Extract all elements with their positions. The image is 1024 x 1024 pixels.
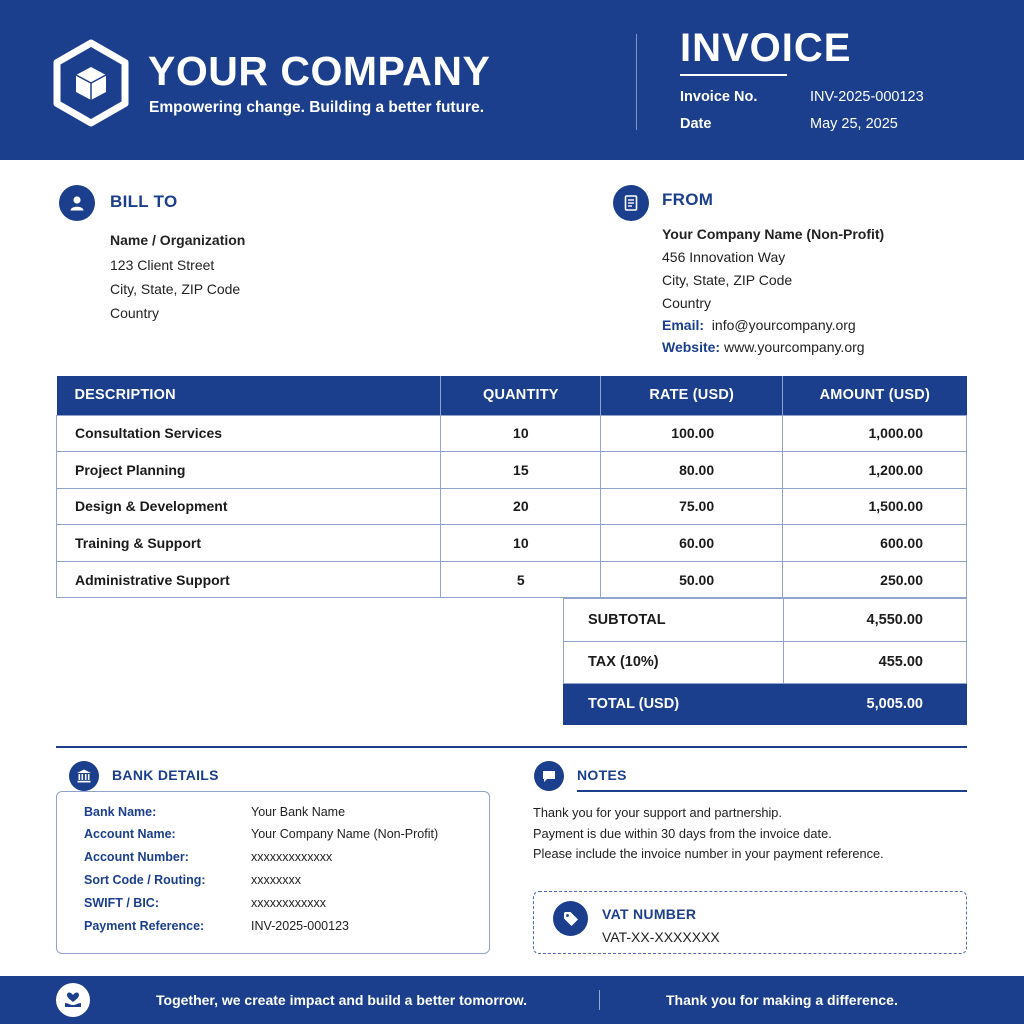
- item-rate: 80.00: [601, 452, 783, 489]
- column-header-amount: AMOUNT (USD): [783, 376, 967, 415]
- note-line: Thank you for your support and partnership.: [533, 805, 782, 820]
- bill-to-title: BILL TO: [110, 192, 178, 211]
- company-tagline: Empowering change. Building a better future.: [149, 99, 484, 116]
- swift-label: SWIFT / BIC:: [84, 896, 159, 910]
- section-divider: [56, 746, 967, 748]
- item-quantity: 15: [441, 452, 601, 489]
- footer-divider: [599, 990, 600, 1010]
- column-header-quantity: QUANTITY: [441, 376, 601, 415]
- account-number-label: Account Number:: [84, 850, 189, 864]
- invoice-date-label: Date: [680, 116, 712, 132]
- notes-underline: [577, 790, 967, 792]
- item-rate: 60.00: [601, 525, 783, 562]
- item-description: Administrative Support: [57, 561, 441, 598]
- chat-bubble-icon: [534, 761, 564, 791]
- swift-value: xxxxxxxxxxxx: [251, 896, 326, 910]
- bill-to-name: Name / Organization: [110, 232, 246, 248]
- subtotal-label: SUBTOTAL: [564, 599, 784, 642]
- from-email-row: [662, 317, 856, 333]
- note-line: Payment is due within 30 days from the invoice date.: [533, 826, 832, 841]
- header-divider: [636, 34, 637, 130]
- bank-name-value: Your Bank Name: [251, 805, 346, 819]
- item-rate: 50.00: [601, 561, 783, 598]
- tax-row: [564, 641, 967, 684]
- heart-hand-icon: [56, 983, 90, 1017]
- footer-left-text: Together, we create impact and build a better tomorrow.: [156, 992, 528, 1008]
- item-rate: 100.00: [601, 415, 783, 452]
- company-name: YOUR COMPANY: [148, 48, 491, 94]
- vat-number-value: VAT-XX-XXXXXXX: [602, 929, 720, 945]
- item-amount: 600.00: [783, 525, 967, 562]
- invoice-date-value: May 25, 2025: [810, 116, 898, 132]
- item-quantity: 20: [441, 488, 601, 525]
- item-description: Project Planning: [57, 452, 441, 489]
- from-city: City, State, ZIP Code: [662, 272, 793, 288]
- item-quantity: 10: [441, 525, 601, 562]
- from-email[interactable]: info@yourcompany.org: [711, 317, 856, 333]
- from-website-label: Website:: [662, 339, 721, 355]
- from-website-row: [662, 339, 865, 355]
- total-label: TOTAL (USD): [564, 684, 784, 725]
- item-description: Design & Development: [57, 488, 441, 525]
- bank-details-title: BANK DETAILS: [112, 767, 219, 783]
- from-title: FROM: [662, 190, 714, 209]
- item-description: Training & Support: [57, 525, 441, 562]
- item-rate: 75.00: [601, 488, 783, 525]
- note-line: Please include the invoice number in your payment reference.: [533, 846, 884, 861]
- sort-code-label: Sort Code / Routing:: [84, 873, 206, 887]
- item-quantity: 5: [441, 561, 601, 598]
- item-quantity: 10: [441, 415, 601, 452]
- invoice-number-value: INV-2025-000123: [810, 89, 924, 105]
- item-amount: 1,500.00: [783, 488, 967, 525]
- sort-code-value: xxxxxxxx: [251, 873, 301, 887]
- account-name-value: Your Company Name (Non-Profit): [251, 827, 439, 841]
- invoice-header: [0, 0, 1024, 160]
- table-row: [57, 452, 967, 489]
- item-amount: 1,000.00: [783, 415, 967, 452]
- from-name: Your Company Name (Non-Profit): [662, 226, 885, 242]
- invoice-title: INVOICE: [680, 26, 852, 70]
- from-country: Country: [662, 295, 712, 311]
- subtotal-row: [564, 599, 967, 642]
- tax-label: TAX (10%): [564, 641, 784, 684]
- invoice-number-label: Invoice No.: [680, 89, 758, 105]
- table-row: [57, 561, 967, 598]
- person-icon: [59, 185, 95, 221]
- from-email-label: Email:: [662, 317, 705, 333]
- hexagon-cube-icon: [52, 39, 130, 127]
- account-name-label: Account Name:: [84, 827, 176, 841]
- bill-to-city: City, State, ZIP Code: [110, 281, 241, 297]
- item-amount: 1,200.00: [783, 452, 967, 489]
- item-amount: 250.00: [783, 561, 967, 598]
- bank-name-label: Bank Name:: [84, 805, 157, 819]
- bill-to-country: Country: [110, 305, 160, 321]
- totals-table: [563, 598, 967, 725]
- table-row: [57, 525, 967, 562]
- notes-title: NOTES: [577, 767, 627, 783]
- invoice-title-underline: [680, 74, 787, 76]
- total-value: 5,005.00: [784, 684, 967, 725]
- vat-number-title: VAT NUMBER: [602, 906, 697, 922]
- invoice-footer: [0, 976, 1024, 1024]
- footer-right-text: Thank you for making a difference.: [666, 992, 898, 1008]
- payment-reference-label: Payment Reference:: [84, 919, 205, 933]
- from-website[interactable]: www.yourcompany.org: [723, 339, 865, 355]
- bank-icon: [69, 761, 99, 791]
- subtotal-value: 4,550.00: [784, 599, 967, 642]
- line-items-table: [56, 376, 967, 598]
- tax-value: 455.00: [784, 641, 967, 684]
- vat-number-box: [533, 891, 967, 954]
- column-header-description: DESCRIPTION: [57, 376, 441, 415]
- total-row: [564, 684, 967, 725]
- document-icon: [613, 185, 649, 221]
- payment-reference-value: INV-2025-000123: [251, 919, 349, 933]
- table-row: [57, 415, 967, 452]
- column-header-rate: RATE (USD): [601, 376, 783, 415]
- tag-icon: [553, 901, 588, 936]
- table-header-row: [57, 376, 967, 415]
- from-street: 456 Innovation Way: [662, 249, 786, 265]
- item-description: Consultation Services: [57, 415, 441, 452]
- table-row: [57, 488, 967, 525]
- bill-to-street: 123 Client Street: [110, 257, 215, 273]
- account-number-value: xxxxxxxxxxxxx: [251, 850, 333, 864]
